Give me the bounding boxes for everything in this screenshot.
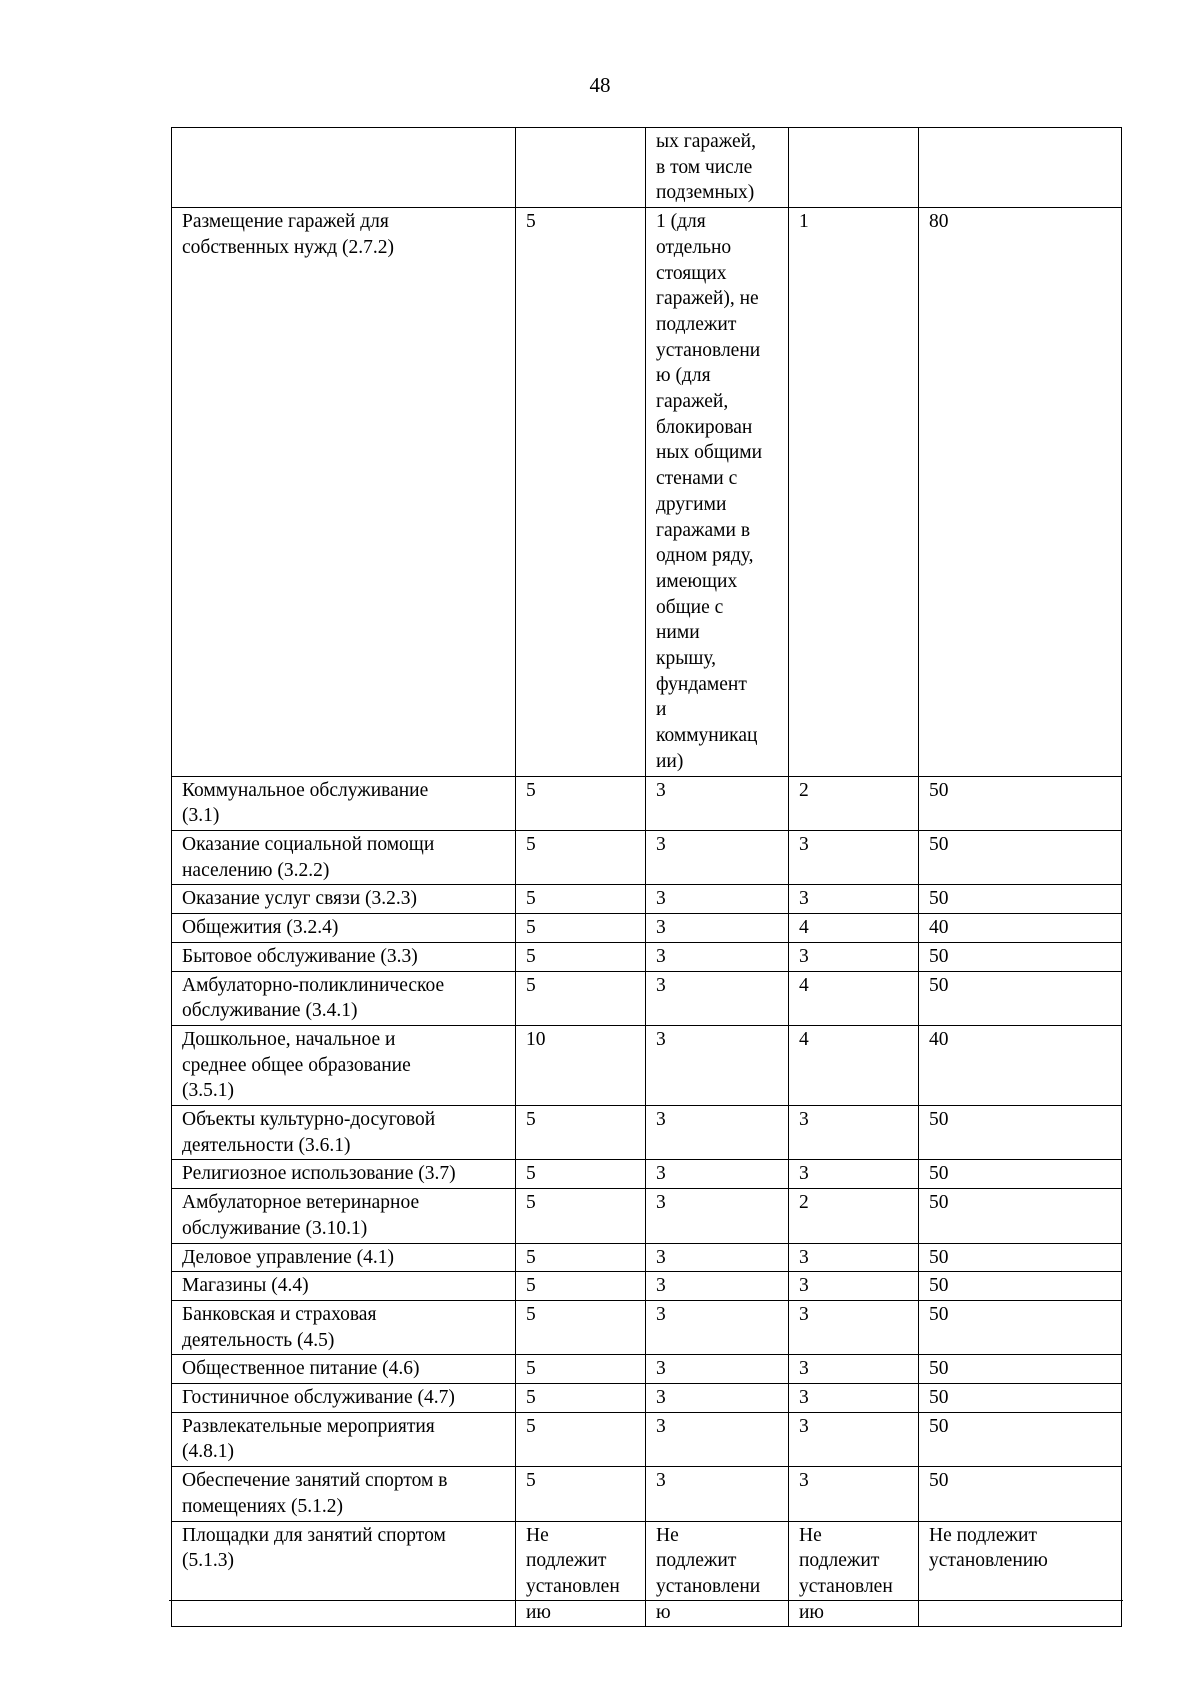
table-row xyxy=(172,1243,1122,1272)
value-cell-2: 3 xyxy=(646,1467,789,1521)
value-cell-3: 3 xyxy=(789,1355,919,1384)
value-cell-3: 3 xyxy=(789,1243,919,1272)
value-cell-4: 50 xyxy=(919,885,1122,914)
land-use-type-cell: Бытовое обслуживание (3.3) xyxy=(172,942,516,971)
land-use-type-cell: Объекты культурно-досуговой деятельности (3.6.1) xyxy=(172,1106,516,1160)
value-cell-3: 3 xyxy=(789,885,919,914)
value-cell-2: 3 xyxy=(646,1300,789,1354)
value-cell-4: Не подлежит установлению xyxy=(919,1521,1122,1627)
table-row xyxy=(172,1300,1122,1354)
table-row xyxy=(172,1355,1122,1384)
land-use-type-cell: Дошкольное, начальное и среднее общее образование (3.5.1) xyxy=(172,1025,516,1105)
value-cell-3: 3 xyxy=(789,1106,919,1160)
value-cell-3: 3 xyxy=(789,1412,919,1466)
value-cell-1: 5 xyxy=(516,885,646,914)
table-row xyxy=(172,1467,1122,1521)
table-row xyxy=(172,1412,1122,1466)
land-use-type-cell: Банковская и страховая деятельность (4.5) xyxy=(172,1300,516,1354)
value-cell-4: 50 xyxy=(919,830,1122,884)
value-cell-4: 40 xyxy=(919,914,1122,943)
value-cell-1 xyxy=(516,128,646,208)
page-number: 48 xyxy=(589,73,611,97)
value-cell-2: 3 xyxy=(646,942,789,971)
value-cell-3: 3 xyxy=(789,1300,919,1354)
value-cell-4: 50 xyxy=(919,1412,1122,1466)
value-cell-1: 5 xyxy=(516,1189,646,1243)
land-use-type-cell: Оказание услуг связи (3.2.3) xyxy=(172,885,516,914)
value-cell-3: 2 xyxy=(789,1189,919,1243)
value-cell-4: 50 xyxy=(919,1355,1122,1384)
value-cell-4: 50 xyxy=(919,1160,1122,1189)
land-use-type-cell: Деловое управление (4.1) xyxy=(172,1243,516,1272)
value-cell-3: 4 xyxy=(789,1025,919,1105)
value-cell-1: 5 xyxy=(516,1300,646,1354)
value-cell-2: 3 xyxy=(646,1160,789,1189)
value-cell-3 xyxy=(789,128,919,208)
value-cell-3: 3 xyxy=(789,1467,919,1521)
value-cell-1: 5 xyxy=(516,1106,646,1160)
value-cell-4: 50 xyxy=(919,942,1122,971)
land-use-type-cell: Религиозное использование (3.7) xyxy=(172,1160,516,1189)
land-use-type-cell: Обеспечение занятий спортом в помещениях (5.1.2) xyxy=(172,1467,516,1521)
value-cell-1: 5 xyxy=(516,1355,646,1384)
value-cell-4 xyxy=(919,128,1122,208)
zoning-parameters-table xyxy=(171,127,1122,1627)
table-row xyxy=(172,942,1122,971)
value-cell-1: 5 xyxy=(516,1384,646,1413)
value-cell-1: 5 xyxy=(516,942,646,971)
value-cell-4: 80 xyxy=(919,208,1122,776)
land-use-type-cell: Общественное питание (4.6) xyxy=(172,1355,516,1384)
value-cell-1: 5 xyxy=(516,208,646,776)
table-row xyxy=(172,1106,1122,1160)
value-cell-2: 3 xyxy=(646,1243,789,1272)
value-cell-4: 50 xyxy=(919,1272,1122,1301)
value-cell-3: 3 xyxy=(789,1160,919,1189)
value-cell-4: 50 xyxy=(919,776,1122,830)
table-row xyxy=(172,208,1122,776)
value-cell-3: 3 xyxy=(789,830,919,884)
value-cell-2: 3 xyxy=(646,1025,789,1105)
value-cell-3: 3 xyxy=(789,1384,919,1413)
table-row xyxy=(172,830,1122,884)
land-use-type-cell: Коммунальное обслуживание (3.1) xyxy=(172,776,516,830)
table-row xyxy=(172,914,1122,943)
footer-rule xyxy=(169,1600,1123,1601)
value-cell-2: 1 (для отдельно стоящих гаражей), не подлежит установлени ю (для гаражей, блокирован ных общими стенами с другими гаражами в одном ряду, имеющих общие с ними крышу, фундамент и коммуникац ии) xyxy=(646,208,789,776)
table-body xyxy=(172,128,1122,1627)
value-cell-2: 3 xyxy=(646,1189,789,1243)
value-cell-1: 5 xyxy=(516,1412,646,1466)
value-cell-4: 50 xyxy=(919,1300,1122,1354)
value-cell-2: 3 xyxy=(646,971,789,1025)
value-cell-1: 5 xyxy=(516,830,646,884)
value-cell-2: 3 xyxy=(646,776,789,830)
value-cell-1: 5 xyxy=(516,1272,646,1301)
table-row xyxy=(172,1272,1122,1301)
value-cell-1: 5 xyxy=(516,1160,646,1189)
value-cell-2: 3 xyxy=(646,1272,789,1301)
value-cell-1: 5 xyxy=(516,1243,646,1272)
value-cell-4: 50 xyxy=(919,1384,1122,1413)
value-cell-1: 5 xyxy=(516,914,646,943)
value-cell-3: Не подлежит установлен ию xyxy=(789,1521,919,1627)
value-cell-3: 2 xyxy=(789,776,919,830)
value-cell-2: 3 xyxy=(646,885,789,914)
land-use-type-cell: Гостиничное обслуживание (4.7) xyxy=(172,1384,516,1413)
value-cell-4: 40 xyxy=(919,1025,1122,1105)
value-cell-2: 3 xyxy=(646,1384,789,1413)
value-cell-2: 3 xyxy=(646,1412,789,1466)
value-cell-3: 3 xyxy=(789,942,919,971)
table-row xyxy=(172,1025,1122,1105)
value-cell-4: 50 xyxy=(919,971,1122,1025)
land-use-type-cell: Площадки для занятий спортом (5.1.3) xyxy=(172,1521,516,1627)
table-row xyxy=(172,1521,1122,1627)
value-cell-1: 5 xyxy=(516,1467,646,1521)
value-cell-2: 3 xyxy=(646,914,789,943)
value-cell-1: 10 xyxy=(516,1025,646,1105)
land-use-type-cell: Общежития (3.2.4) xyxy=(172,914,516,943)
land-use-type-cell: Амбулаторное ветеринарное обслуживание (3.10.1) xyxy=(172,1189,516,1243)
table-row xyxy=(172,128,1122,208)
land-use-type-cell: Оказание социальной помощи населению (3.2.2) xyxy=(172,830,516,884)
value-cell-3: 4 xyxy=(789,971,919,1025)
value-cell-4: 50 xyxy=(919,1189,1122,1243)
value-cell-4: 50 xyxy=(919,1106,1122,1160)
value-cell-1: Не подлежит установлен ию xyxy=(516,1521,646,1627)
land-use-type-cell: Амбулаторно-поликлиническое обслуживание (3.4.1) xyxy=(172,971,516,1025)
value-cell-1: 5 xyxy=(516,971,646,1025)
table-row xyxy=(172,1189,1122,1243)
land-use-type-cell: Размещение гаражей для собственных нужд (2.7.2) xyxy=(172,208,516,776)
value-cell-1: 5 xyxy=(516,776,646,830)
value-cell-3: 1 xyxy=(789,208,919,776)
value-cell-4: 50 xyxy=(919,1467,1122,1521)
table-row xyxy=(172,776,1122,830)
land-use-type-cell xyxy=(172,128,516,208)
value-cell-3: 4 xyxy=(789,914,919,943)
value-cell-2: 3 xyxy=(646,1355,789,1384)
value-cell-2: 3 xyxy=(646,1106,789,1160)
land-use-type-cell: Магазины (4.4) xyxy=(172,1272,516,1301)
table-row xyxy=(172,885,1122,914)
land-use-type-cell: Развлекательные мероприятия (4.8.1) xyxy=(172,1412,516,1466)
table-row xyxy=(172,1384,1122,1413)
table-row xyxy=(172,971,1122,1025)
value-cell-2: 3 xyxy=(646,830,789,884)
value-cell-2: ых гаражей, в том числе подземных) xyxy=(646,128,789,208)
value-cell-4: 50 xyxy=(919,1243,1122,1272)
value-cell-2: Не подлежит установлени ю xyxy=(646,1521,789,1627)
table-row xyxy=(172,1160,1122,1189)
value-cell-3: 3 xyxy=(789,1272,919,1301)
